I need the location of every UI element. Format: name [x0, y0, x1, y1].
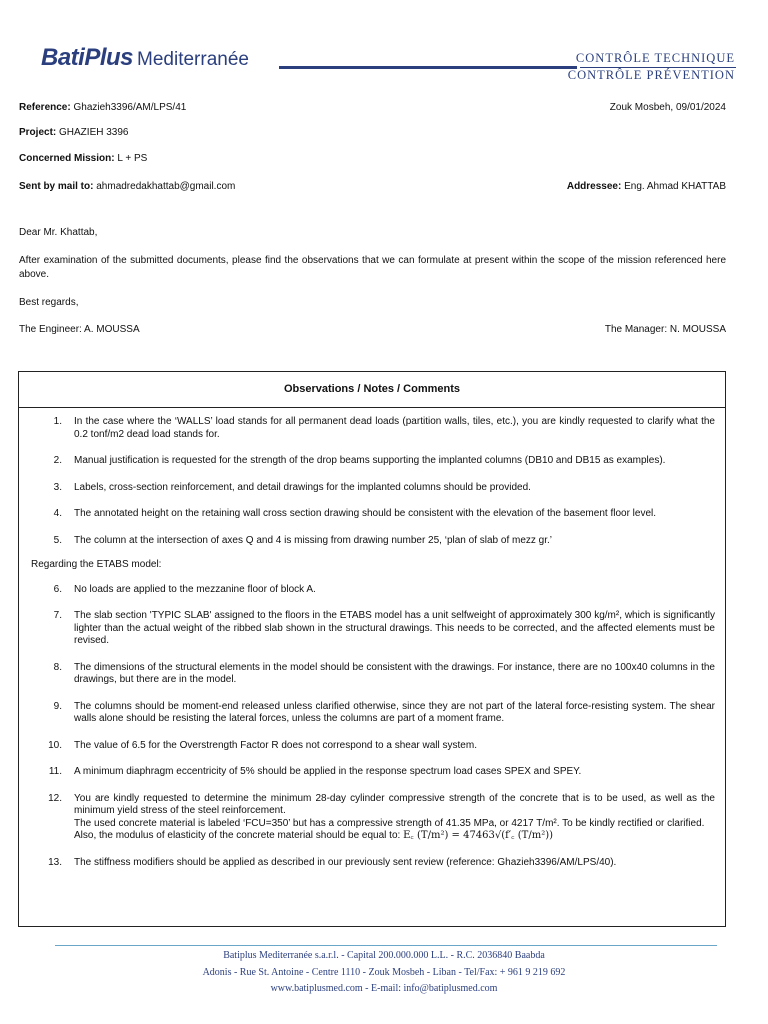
- item-number: 4.: [53, 508, 62, 519]
- footer-line-address: Adonis - Rue St. Antoine - Centre 1110 - Zouk Mosbeh - Liban - Tel/Fax: + 961 9 219 692: [202, 967, 566, 978]
- item12-line3-wrap: [74, 830, 715, 843]
- item-number: 8.: [53, 661, 62, 673]
- project-value: GHAZIEH 3396: [59, 127, 129, 138]
- item-number: 11.: [48, 766, 62, 777]
- list-item: [31, 455, 715, 468]
- item-number: 12.: [48, 792, 62, 804]
- item-text: [74, 793, 715, 843]
- item12-line3: Also, the modulus of elasticity of the concrete material should be equal to:: [74, 830, 401, 841]
- header-rule: [279, 66, 577, 69]
- item-text: A minimum diaphragm eccentricity of 5% should be applied in the response spectrum load cases SPEX and SPEY.: [74, 766, 582, 777]
- item-number: 6.: [53, 583, 62, 595]
- item-text: Labels, cross-section reinforcement, and detail drawings for the implanted columns should be provided.: [74, 481, 531, 493]
- mission-value: L + PS: [117, 153, 148, 164]
- mission-label: Concerned Mission:: [19, 153, 115, 164]
- addressee: [567, 181, 726, 193]
- signatures: [19, 323, 726, 337]
- footer-line-company: Batiplus Mediterranée s.a.r.l. - Capital 200.000.000 L.L. - R.C. 2036840 Baabda: [223, 950, 545, 961]
- etabs-heading: Regarding the ETABS model:: [31, 559, 162, 570]
- item-text: In the case where the ‘WALLS’ load stands for all permanent dead loads (partition walls, tiles, etc.), you are kindly requested to clarify what the 0.2 tonf/m2 dead load stands for.: [74, 416, 715, 440]
- observations-box: [18, 371, 726, 927]
- item-text: The columns should be moment-end released unless clarified otherwise, since they are not part of the lateral force-resisting system. The shear walls alone should be resisting the lateral forces, unless the columns are part of a moment frame.: [74, 700, 715, 724]
- sent-row: [19, 181, 726, 193]
- letterhead: [0, 0, 768, 95]
- item-number: 5.: [53, 534, 62, 546]
- footer-rule: [55, 945, 717, 946]
- observations-title: Observations / Notes / Comments: [19, 372, 725, 408]
- control-prevention-label: CONTRÔLE PRÉVENTION: [567, 68, 735, 82]
- item-number: 10.: [48, 739, 62, 751]
- logo-mediterranee: Mediterranée: [137, 49, 249, 70]
- list-item: [31, 584, 715, 597]
- reference-label: Reference:: [19, 102, 71, 113]
- item-number: 9.: [53, 700, 62, 712]
- list-item: [31, 610, 715, 648]
- logo-batiplus: BatiPlus: [41, 44, 134, 71]
- sent-email: ahmadredakhattab@gmail.com: [96, 181, 236, 192]
- item-text: The column at the intersection of axes Q and 4 is missing from drawing number 25, ‘plan of slab of mezz gr.’: [74, 534, 553, 546]
- location-date: Zouk Mosbeh, 09/01/2024: [609, 102, 726, 113]
- addressee-value: Eng. Ahmad KHATTAB: [624, 181, 726, 192]
- item12-line1: You are kindly requested to determine the minimum 28-day cylinder compressive strength of the concrete that is to be used, as well as the minimum yield stress of the steel reinforcement.: [74, 792, 715, 816]
- list-item: [31, 508, 715, 521]
- observations-list: [19, 408, 725, 869]
- reference-value: Ghazieh3396/AM/LPS/41: [73, 102, 187, 113]
- project-row: [19, 127, 726, 139]
- letter-body: After examination of the submitted documents, please find the observations that we can formulate at present within the scope of the mission referenced here above.: [19, 255, 726, 280]
- item-text: The slab section 'TYPIC SLAB' assigned to the floors in the ETABS model has a unit selfweight of approximately 300 kg/m², which is significantly lighter than the actual weight of the ribbed slab shown in the structural drawings. This needs to be corrected, and the affected elements must be revised.: [74, 610, 715, 646]
- item-text: No loads are applied to the mezzanine floor of block A.: [74, 583, 316, 595]
- sent-label: Sent by mail to:: [19, 181, 94, 192]
- list-item: [31, 662, 715, 687]
- list-item: [31, 482, 715, 495]
- project-label: Project:: [19, 127, 57, 138]
- reference-row: [19, 102, 726, 114]
- list-item: [31, 766, 715, 779]
- list-item: [31, 416, 715, 441]
- addressee-label: Addressee:: [566, 181, 622, 192]
- item12-line2: The used concrete material is labeled ‘FCU=350’ but has a compressive strength of 41.35 MPa, or 4217 T/m². To be kindly rectified or clarified.: [74, 817, 705, 829]
- modulus-formula: E꜀ (T/m²) = 47463√(f′꜀ (T/m²)): [403, 830, 554, 841]
- item-text: The stiffness modifiers should be applied as described in our previously sent review (reference: Ghazieh3396/AM/LPS/40).: [74, 856, 617, 868]
- manager-signature: The Manager: N. MOUSSA: [604, 324, 726, 335]
- item-number: 1.: [53, 416, 62, 427]
- closing: Best regards,: [19, 297, 79, 308]
- item-text: The dimensions of the structural elements in the model should be consistent with the drawings. For instance, there are no 100x40 columns in the drawings, but there are in the model.: [74, 661, 715, 685]
- list-item: [31, 535, 715, 548]
- item-text: Manual justification is requested for the strength of the drop beams supporting the implanted columns (DB10 and DB15 as examples).: [74, 455, 666, 466]
- engineer-signature: The Engineer: A. MOUSSA: [19, 324, 140, 335]
- greeting: Dear Mr. Khattab,: [19, 227, 98, 238]
- footer-line-contact: www.batiplusmed.com - E-mail: info@batiplusmed.com: [270, 983, 498, 994]
- company-logo: [41, 44, 249, 72]
- item-number: 7.: [53, 610, 62, 621]
- item-text: The value of 6.5 for the Overstrength Factor R does not correspond to a shear wall system.: [74, 739, 477, 751]
- list-item: [31, 701, 715, 726]
- list-item: [31, 793, 715, 843]
- list-item: [31, 857, 715, 870]
- list-item: [31, 740, 715, 753]
- item-text: The annotated height on the retaining wall cross section drawing should be consistent with the elevation of the basement floor level.: [74, 508, 657, 519]
- mission-row: [19, 153, 726, 165]
- item-number: 3.: [53, 481, 62, 493]
- control-technique-label: CONTRÔLE TECHNIQUE: [575, 51, 735, 65]
- item-number: 13.: [48, 856, 62, 868]
- item-number: 2.: [53, 455, 62, 466]
